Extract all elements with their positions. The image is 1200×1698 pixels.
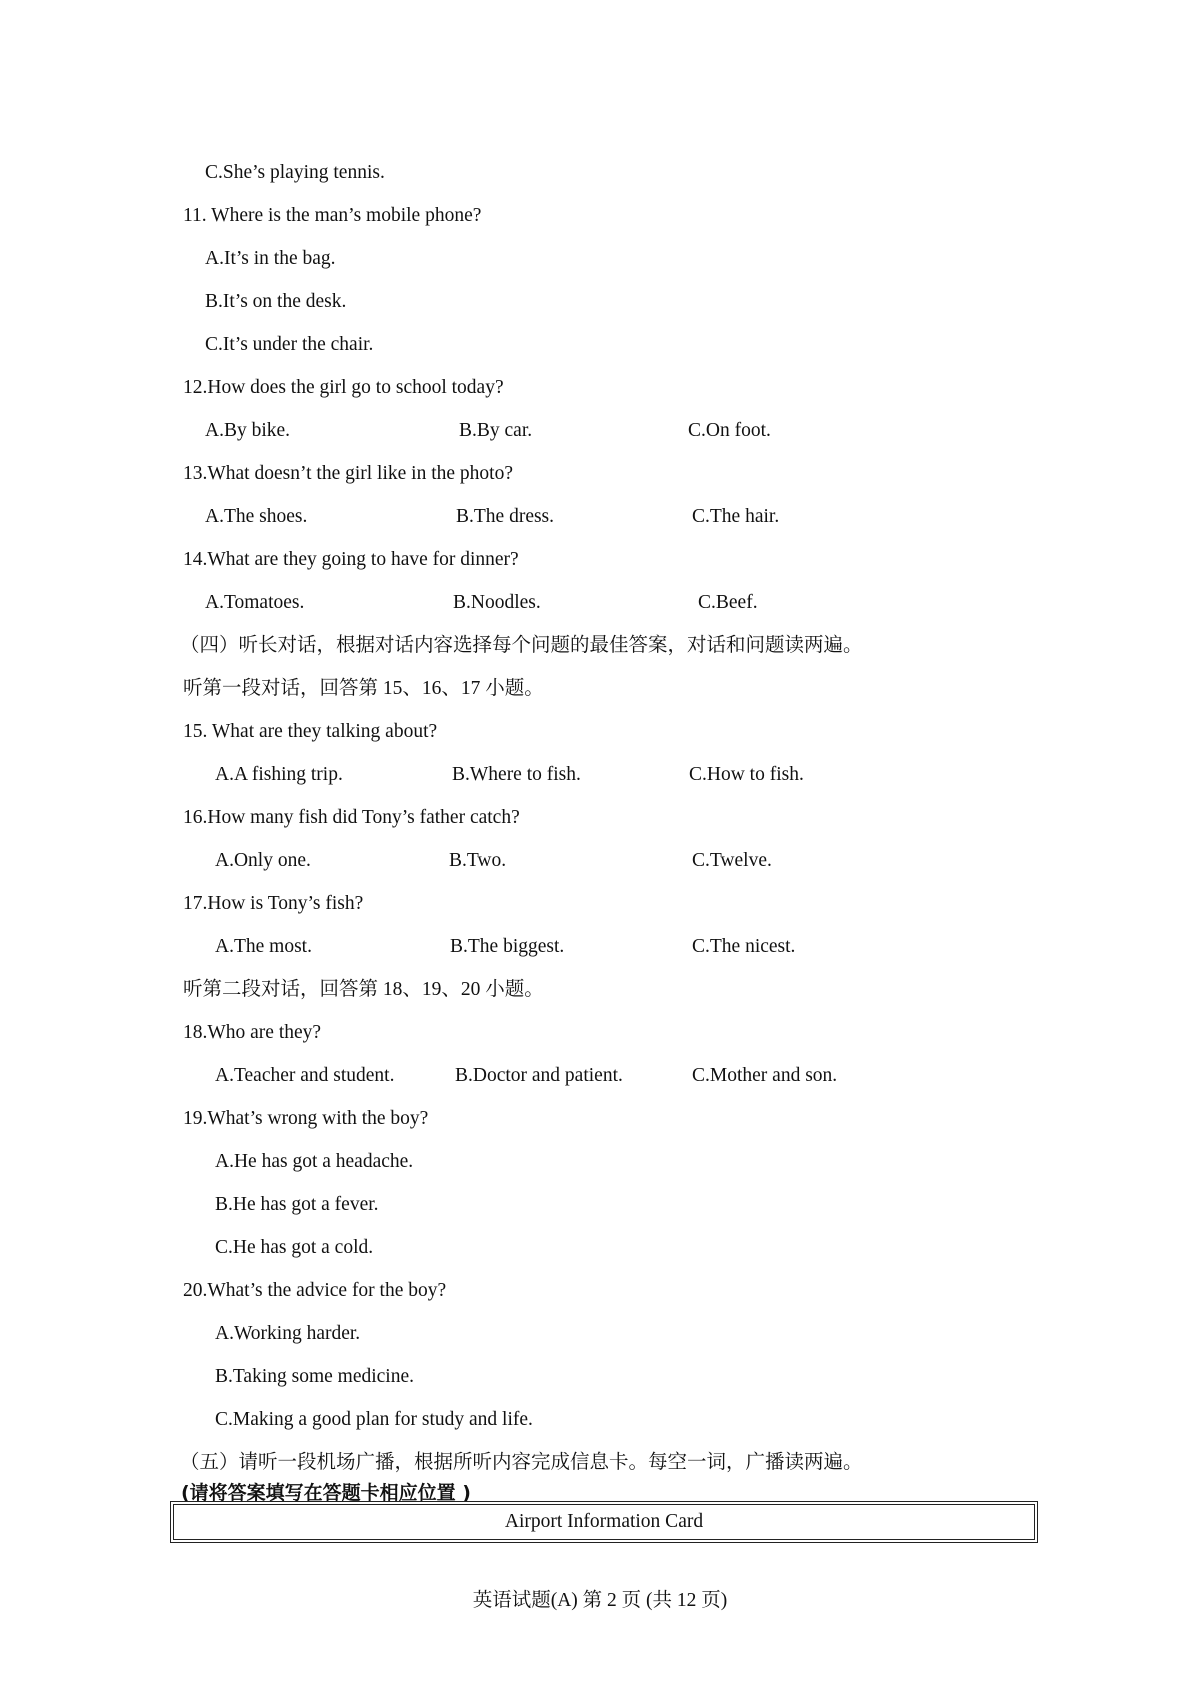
q12-option-b: B.By car. xyxy=(459,420,533,441)
q16-stem: 16.How many fish did Tony’s father catch? xyxy=(183,807,520,828)
section4-heading: （四）听长对话，根据对话内容选择每个问题的最佳答案，对话和问题读两遍。 xyxy=(180,635,863,656)
q13-option-a: A.The shoes. xyxy=(205,506,308,527)
card-title: Airport Information Card xyxy=(504,1511,704,1532)
q12-option-a: A.By bike. xyxy=(205,420,291,441)
section5-heading: （五）请听一段机场广播，根据所听内容完成信息卡。每空一词，广播读两遍。 xyxy=(180,1452,863,1473)
q19-option-b: B.He has got a fever. xyxy=(215,1194,379,1215)
q11-stem: 11. Where is the man’s mobile phone? xyxy=(183,205,482,226)
q15-option-a: A.A fishing trip. xyxy=(215,764,343,785)
airport-information-card xyxy=(170,1501,1038,1543)
q18-stem: 18.Who are they? xyxy=(183,1022,322,1043)
q13-stem: 13.What doesn’t the girl like in the photo? xyxy=(183,463,513,484)
q20-option-c: C.Making a good plan for study and life. xyxy=(215,1409,533,1430)
q19-option-a: A.He has got a headache. xyxy=(215,1151,414,1172)
q11-option-a: A.It’s in the bag. xyxy=(205,248,336,269)
q17-stem: 17.How is Tony’s fish? xyxy=(183,893,364,914)
q17-option-a: A.The most. xyxy=(215,936,312,957)
q11-option-b: B.It’s on the desk. xyxy=(205,291,347,312)
q17-option-b: B.The biggest. xyxy=(450,936,565,957)
q14-option-c: C.Beef. xyxy=(698,592,758,613)
q20-stem: 20.What’s the advice for the boy? xyxy=(183,1280,447,1301)
answer-sheet-note: (请将答案填写在答题卡相应位置 ) xyxy=(181,1482,471,1504)
dialogue1-instruction: 听第一段对话，回答第 15、16、17 小题。 xyxy=(183,678,544,699)
q15-option-c: C.How to fish. xyxy=(689,764,804,785)
q16-option-a: A.Only one. xyxy=(215,850,311,871)
q19-stem: 19.What’s wrong with the boy? xyxy=(183,1108,429,1129)
q13-option-c: C.The hair. xyxy=(692,506,780,527)
q18-option-c: C.Mother and son. xyxy=(692,1065,838,1086)
q15-stem: 15. What are they talking about? xyxy=(183,721,438,742)
q17-option-c: C.The nicest. xyxy=(692,936,796,957)
q16-option-c: C.Twelve. xyxy=(692,850,772,871)
q16-option-b: B.Two. xyxy=(449,850,507,871)
q19-option-c: C.He has got a cold. xyxy=(215,1237,374,1258)
q18-option-a: A.Teacher and student. xyxy=(215,1065,395,1086)
page-footer: 英语试题(A) 第 2 页 (共 12 页) xyxy=(472,1590,728,1611)
q12-option-c: C.On foot. xyxy=(688,420,771,441)
q14-stem: 14.What are they going to have for dinner? xyxy=(183,549,519,570)
q11-option-c: C.It’s under the chair. xyxy=(205,334,374,355)
q12-stem: 12.How does the girl go to school today? xyxy=(183,377,504,398)
q13-option-b: B.The dress. xyxy=(456,506,555,527)
q10-option-c: C.She’s playing tennis. xyxy=(205,162,385,183)
q20-option-a: A.Working harder. xyxy=(215,1323,361,1344)
q18-option-b: B.Doctor and patient. xyxy=(455,1065,623,1086)
q20-option-b: B.Taking some medicine. xyxy=(215,1366,415,1387)
dialogue2-instruction: 听第二段对话，回答第 18、19、20 小题。 xyxy=(183,979,544,1000)
q14-option-b: B.Noodles. xyxy=(453,592,541,613)
q14-option-a: A.Tomatoes. xyxy=(205,592,305,613)
q15-option-b: B.Where to fish. xyxy=(452,764,581,785)
